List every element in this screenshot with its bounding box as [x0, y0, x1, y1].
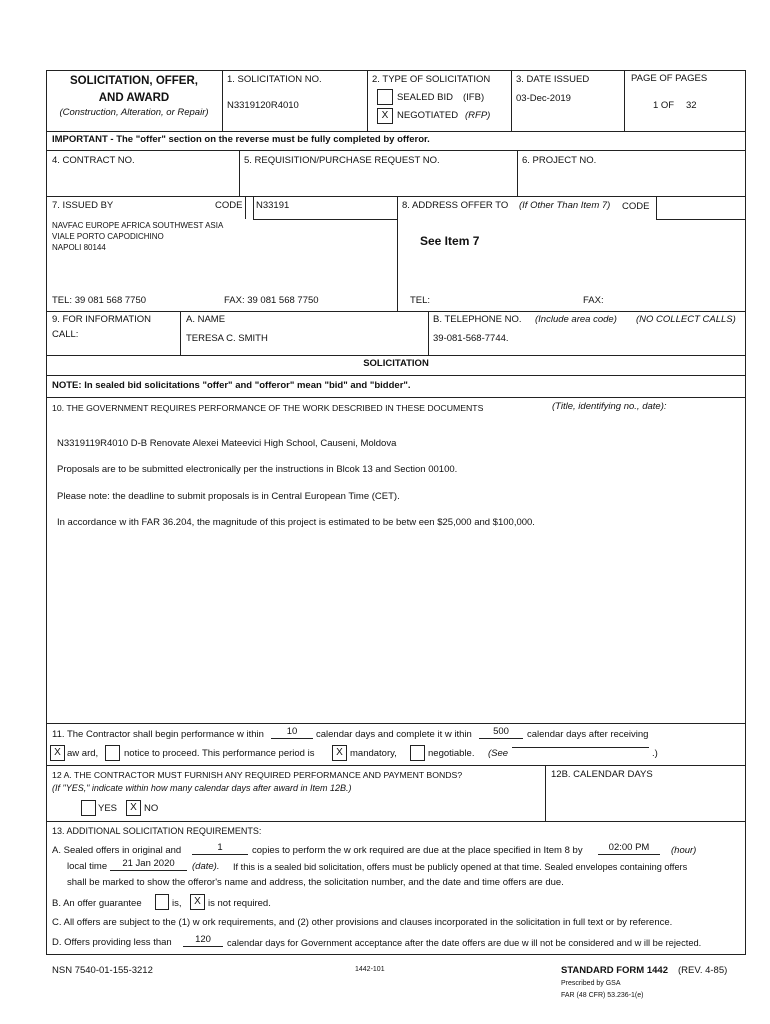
rule [46, 131, 746, 132]
project-no-label: 6. PROJECT NO. [522, 155, 597, 166]
rule [428, 311, 429, 355]
sealed-bid-checkbox[interactable] [377, 89, 393, 105]
negotiated-label: NEGOTIATED [397, 110, 459, 121]
performance-text: calendar days after receiving [527, 729, 649, 740]
copies-field[interactable]: 1 [192, 842, 248, 855]
solicitation-no-label: 1. SOLICITATION NO. [227, 74, 322, 85]
rule [46, 355, 746, 356]
rule [46, 375, 746, 376]
rule [46, 196, 746, 197]
issued-by-address-line: NAPOLI 80144 [52, 243, 106, 252]
bonds-no-checkbox[interactable]: X [126, 800, 141, 816]
work-description-line: In accordance w ith FAR 36.204, the magnitude of this project is estimated to be betw een $25,000 and $100,000. [57, 517, 535, 528]
award-checkbox[interactable]: X [50, 745, 65, 761]
work-description-note: (Title, identifying no., date): [552, 401, 667, 412]
for-information-call: CALL: [52, 329, 79, 340]
rule [46, 311, 746, 312]
rule [624, 70, 625, 131]
rule [367, 70, 368, 131]
issued-by-tel: TEL: 39 081 568 7750 [52, 295, 147, 306]
work-description-line: Please note: the deadline to submit proposals is in Central European Time (CET). [57, 491, 400, 502]
due-date-field[interactable]: 21 Jan 2020 [110, 858, 187, 871]
date-issued-value[interactable]: 03-Dec-2019 [516, 93, 571, 104]
guarantee-isnot-label: is not required. [208, 898, 271, 909]
begin-days-field[interactable]: 10 [271, 726, 313, 739]
acceptance-days-field[interactable]: 120 [183, 934, 223, 947]
form-name: STANDARD FORM 1442 [561, 965, 668, 976]
telephone-value[interactable]: 39-081-568-7744. [433, 333, 509, 344]
rule [46, 150, 746, 151]
guarantee-is-label: is, [172, 898, 182, 909]
complete-days-field[interactable]: 500 [479, 726, 523, 739]
rule [239, 150, 240, 196]
item13d-text: D. Offers providing less than [52, 937, 172, 948]
form-title-line1: SOLICITATION, OFFER, [70, 75, 198, 87]
see-label: (See [488, 748, 509, 759]
performance-text: 11. The Contractor shall begin performance w ithin [52, 729, 264, 740]
type-of-solicitation-label: 2. TYPE OF SOLICITATION [372, 74, 491, 85]
item13c-text: C. All offers are subject to the (1) w ork requirements, and (2) other provisions and clauses incorporated in the solicitation in full text or by reference. [52, 917, 673, 928]
issued-by-fax: FAX: 39 081 568 7750 [224, 295, 319, 306]
rule [545, 765, 546, 821]
rule [517, 150, 518, 196]
form-title-line2: AND AWARD [98, 92, 170, 104]
page-of-pages-label: PAGE OF PAGES [631, 73, 708, 84]
work-description-line: Proposals are to be submitted electronically per the instructions in Blcok 13 and Section 00100. [57, 464, 458, 475]
negotiated-abbr: (RFP) [465, 110, 491, 121]
rule [222, 70, 223, 131]
rule [180, 311, 181, 355]
pages-total: 32 [686, 100, 697, 111]
sealed-bid-abbr: (IFB) [463, 92, 485, 103]
telephone-note-collect: (NO COLLECT CALLS) [636, 314, 736, 325]
for-information-label: 9. FOR INFORMATION [52, 314, 152, 325]
issued-by-address-line: VIALE PORTO CAPODICHINO [52, 232, 164, 241]
award-label: aw ard, [67, 748, 99, 759]
address-offer-value: See Item 7 [420, 234, 480, 248]
far-reference: FAR (48 CFR) 53.236-1(e) [561, 992, 644, 999]
item13a-text: If this is a sealed bid solicitation, offers must be publicly opened at that time. Sealed envelopes containing offers [233, 862, 688, 872]
ntp-label: notice to proceed. This performance period is [124, 748, 315, 759]
item13a-text: A. Sealed offers in original and [52, 845, 182, 856]
mandatory-label: mandatory, [350, 748, 397, 759]
solicitation-no-value[interactable]: N3319120R4010 [227, 100, 299, 111]
date-issued-label: 3. DATE ISSUED [516, 74, 590, 85]
rule [253, 196, 254, 219]
address-offer-note: (If Other Than Item 7) [519, 200, 611, 211]
bonds-label: 12 A. THE CONTRACTOR MUST FURNISH ANY REQUIRED PERFORMANCE AND PAYMENT BONDS? [52, 770, 463, 780]
sealed-bid-note: NOTE: In sealed bid solicitations "offer" and "offeror" mean "bid" and "bidder". [52, 380, 411, 391]
rule [397, 196, 398, 311]
form-title-sub: (Construction, Alteration, or Repair) [59, 107, 209, 118]
bonds-no-label: NO [144, 803, 159, 814]
item13b-text: B. An offer guarantee [52, 898, 142, 909]
additional-requirements-label: 13. ADDITIONAL SOLICITATION REQUIREMENTS: [52, 826, 262, 836]
address-offer-code-label: CODE [622, 201, 650, 212]
mandatory-checkbox[interactable]: X [332, 745, 347, 761]
guarantee-isnot-checkbox[interactable]: X [190, 894, 205, 910]
ntp-checkbox[interactable] [105, 745, 120, 761]
item13d-text: calendar days for Government acceptance after the date offers are due w ill not be considered and w ill be rejected. [227, 938, 702, 948]
issued-by-address-line: NAVFAC EUROPE AFRICA SOUTHWEST ASIA [52, 221, 224, 230]
rule [253, 219, 397, 220]
due-time-field[interactable]: 02:00 PM [598, 842, 660, 855]
work-description-line: N3319119R4010 D-B Renovate Alexei Mateevici High School, Causeni, Moldova [57, 438, 397, 449]
solicitation-heading: SOLICITATION [363, 358, 429, 369]
contract-no-label: 4. CONTRACT NO. [52, 155, 135, 166]
issued-by-code-value[interactable]: N33191 [256, 200, 290, 211]
negotiable-label: negotiable. [428, 748, 475, 759]
page-number: 1 OF [653, 100, 675, 111]
address-offer-tel: TEL: [410, 295, 431, 306]
date-label: (date). [192, 861, 220, 872]
issued-by-code-label: CODE [215, 200, 243, 211]
hour-label: (hour) [671, 845, 697, 856]
bonds-yes-checkbox[interactable] [81, 800, 96, 816]
rule [245, 196, 246, 219]
work-description-label: 10. THE GOVERNMENT REQUIRES PERFORMANCE OF THE WORK DESCRIBED IN THESE DOCUMENTS [52, 403, 484, 413]
issued-by-label: 7. ISSUED BY [52, 200, 114, 211]
item13a-text: local time [67, 861, 108, 872]
see-field[interactable] [512, 747, 649, 748]
sealed-bid-label: SEALED BID [397, 92, 453, 103]
address-offer-label: 8. ADDRESS OFFER TO [402, 200, 509, 211]
nsn-number: NSN 7540-01-155-3212 [52, 965, 153, 976]
rule [46, 397, 746, 398]
guarantee-is-checkbox[interactable] [155, 894, 169, 910]
rule [511, 70, 512, 131]
form-revision: (REV. 4-85) [678, 965, 728, 976]
performance-text: calendar days and complete it w ithin [316, 729, 472, 740]
rule [656, 196, 657, 219]
address-offer-fax: FAX: [583, 295, 604, 306]
negotiable-checkbox[interactable] [410, 745, 425, 761]
bonds-yes-label: YES [98, 803, 118, 814]
bonds-note: (If "YES," indicate within how many calendar days after award in Item 12B.) [52, 783, 352, 793]
calendar-days-label: 12B. CALENDAR DAYS [551, 769, 653, 780]
item13a-text: shall be marked to show the offeror's name and address, the solicitation number, and the date and time offers are due. [67, 877, 564, 888]
item13a-text: copies to perform the w ork required are due at the place specified in Item 8 by [252, 845, 583, 856]
rule [46, 765, 746, 766]
contact-name-label: A. NAME [186, 314, 226, 325]
telephone-label: B. TELEPHONE NO. [433, 314, 522, 325]
contact-name-value[interactable]: TERESA C. SMITH [186, 333, 268, 344]
negotiated-checkbox[interactable]: X [377, 108, 393, 124]
rule [656, 219, 746, 220]
rule [46, 821, 746, 822]
important-note: IMPORTANT - The "offer" section on the reverse must be fully completed by offeror. [52, 134, 430, 145]
prescribed-by: Prescribed by GSA [561, 980, 621, 987]
form-code: 1442-101 [355, 966, 385, 973]
rule [46, 723, 746, 724]
requisition-no-label: 5. REQUISITION/PURCHASE REQUEST NO. [244, 155, 440, 166]
see-end: .) [652, 748, 658, 759]
telephone-note-area: (Include area code) [535, 314, 617, 325]
